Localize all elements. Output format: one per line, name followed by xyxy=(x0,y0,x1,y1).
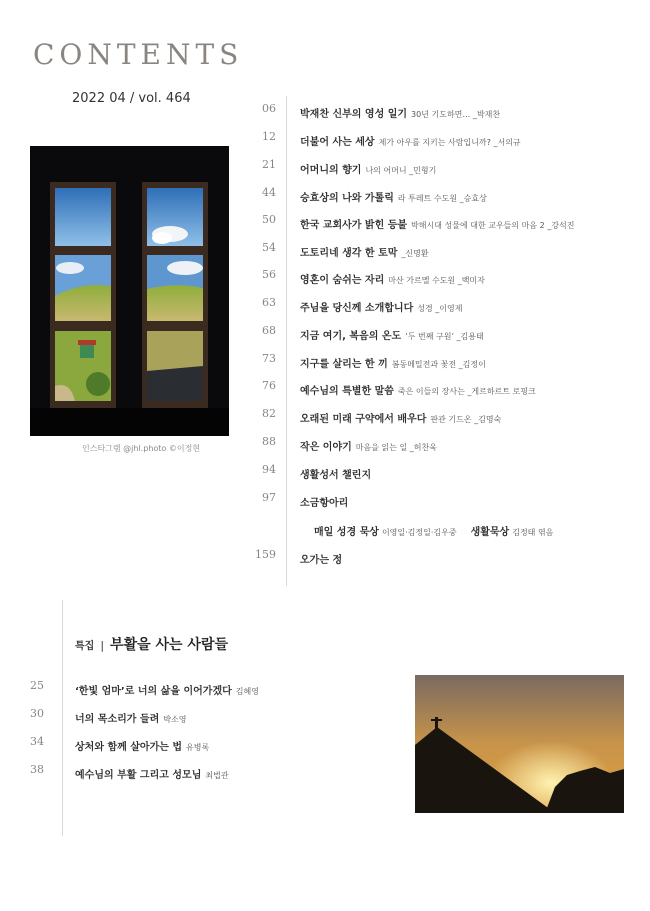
page-number: 68 xyxy=(262,324,276,337)
page-number: 30 xyxy=(30,707,44,720)
entry-subtitle: 30년 기도하면… _박재찬 xyxy=(411,110,501,119)
page-number: 50 xyxy=(262,213,276,226)
entry-subtitle: 제가 아우를 지키는 사람입니까? _서의규 xyxy=(378,138,521,147)
toc-subentries xyxy=(314,520,567,539)
entry-subtitle: 마음을 읽는 일 _허찬욱 xyxy=(355,443,437,452)
page-number: 06 xyxy=(262,102,276,115)
window-photo xyxy=(30,146,229,436)
entry-title: 지금 여기, 복음의 온도 xyxy=(300,331,402,342)
entry-title: 승효상의 나와 가톨릭 xyxy=(300,193,394,204)
entry-title: 예수님의 부활 그리고 성모님 xyxy=(75,770,202,781)
subentry-title: 매일 성경 묵상 xyxy=(314,527,379,538)
page-number: 82 xyxy=(262,407,276,420)
page-number: 25 xyxy=(30,679,44,692)
entry-title: 영혼이 숨쉬는 자리 xyxy=(300,275,385,286)
special-tag: 특집 xyxy=(75,641,95,652)
sunset-photo xyxy=(415,675,624,813)
special-header xyxy=(75,634,228,654)
page-number: 34 xyxy=(30,735,44,748)
entry-title: 작은 이야기 xyxy=(300,442,352,453)
entry-title: 생활성서 챌린지 xyxy=(300,470,372,481)
page-number: 12 xyxy=(262,130,276,143)
entry-title: 도토리네 생각 한 토막 xyxy=(300,248,398,259)
subentry-title: 생활묵상 xyxy=(470,527,510,538)
special-divider xyxy=(62,600,63,836)
entry-subtitle: _신명환 xyxy=(401,249,429,258)
page-number: 21 xyxy=(262,158,276,171)
entry-author: 최법관 xyxy=(205,771,229,780)
entry-author: 유병록 xyxy=(186,743,210,752)
contents-heading: CONTENTS xyxy=(33,38,244,71)
page-number: 44 xyxy=(262,186,276,199)
toc-divider xyxy=(286,96,287,586)
entry-title: 오래된 미래 구약에서 배우다 xyxy=(300,414,427,425)
subentry-authors: 이영일·김정일·김우중 xyxy=(381,528,457,537)
entry-subtitle: 봄동메밀전과 꽃전 _김정이 xyxy=(391,360,486,369)
entry-title: 예수님의 특별한 말씀 xyxy=(300,386,394,397)
issue-label: 2022 04 / vol. 464 xyxy=(72,91,191,106)
entry-title: 어머니의 향기 xyxy=(300,165,362,176)
window-illustration xyxy=(30,146,229,436)
special-title: 부활을 사는 사람들 xyxy=(110,637,228,653)
entry-title: 주님을 당신께 소개합니다 xyxy=(300,303,414,314)
entry-title: 상처와 함께 살아가는 법 xyxy=(75,742,183,753)
entry-title: 더불어 사는 세상 xyxy=(300,137,375,148)
entry-subtitle: 성경 _이영제 xyxy=(417,304,463,313)
entry-title: 너의 목소리가 들려 xyxy=(75,714,160,725)
entry-title: 오가는 정 xyxy=(300,555,343,566)
page-number: 54 xyxy=(262,241,276,254)
sunset-illustration xyxy=(415,675,624,813)
entry-title: 박재찬 신부의 영성 일기 xyxy=(300,109,408,120)
entry-subtitle: 라 투레트 수도원 _승효상 xyxy=(397,194,487,203)
page-number: 76 xyxy=(262,379,276,392)
entry-subtitle: 죽은 이들의 장사는 _게르하르트 로핑크 xyxy=(397,387,536,396)
page-number: 63 xyxy=(262,296,276,309)
entry-author: 김혜영 xyxy=(235,687,259,696)
entry-title: ‘한빛 엄마’로 너의 삶을 이어가겠다 xyxy=(75,686,232,697)
page-number: 97 xyxy=(262,491,276,504)
entry-title: 지구를 살리는 한 끼 xyxy=(300,359,388,370)
entry-title: 한국 교회사가 밝힌 등불 xyxy=(300,220,408,231)
entry-title: 소금항아리 xyxy=(300,498,349,509)
page-number: 159 xyxy=(255,548,276,561)
entry-subtitle: 판관 기드온 _김명숙 xyxy=(430,415,502,424)
entry-subtitle: 나의 어머니 _민형기 xyxy=(365,166,437,175)
subentry-authors: 김정태 엮음 xyxy=(512,528,554,537)
page-number: 88 xyxy=(262,435,276,448)
entry-subtitle: 박해시대 성물에 대한 교우들의 마음 2 _강석진 xyxy=(411,221,575,230)
entry-author: 박소영 xyxy=(163,715,187,724)
page-number: 73 xyxy=(262,352,276,365)
special-separator: | xyxy=(100,639,105,652)
page-number: 94 xyxy=(262,463,276,476)
photo-caption: 인스타그램 @jhl.photo ©이정현 xyxy=(82,444,201,453)
page-number: 56 xyxy=(262,268,276,281)
entry-subtitle: ‘두 번째 구원’ _김용태 xyxy=(405,332,484,341)
page-number: 38 xyxy=(30,763,44,776)
entry-subtitle: 마산 가르멜 수도원 _백미자 xyxy=(388,276,485,285)
